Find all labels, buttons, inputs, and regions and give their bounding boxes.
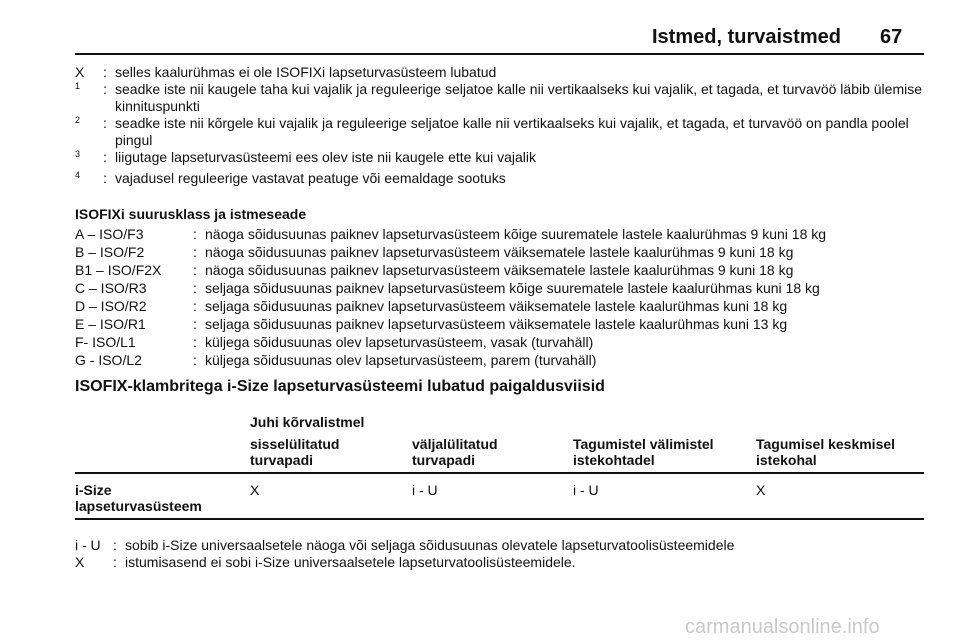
size-class-key: B1 – ISO/F2X — [75, 262, 162, 278]
size-class-key: A – ISO/F3 — [75, 226, 144, 242]
size-class-description: näoga sõidusuunas paiknev lapseturvasüsteem kõige suurematele lastele kaalurühmas 9 kuni 18 kg — [205, 226, 827, 242]
size-class-description: seljaga sõidusuunas paiknev lapseturvasüsteem väiksematele lastele kaalurühmas kuni 13 kg — [205, 316, 788, 332]
column-header-line: sisselülitatud — [250, 436, 340, 452]
legend-key: i - U — [75, 537, 101, 553]
separator-colon: : — [193, 262, 197, 278]
footnote-number: 4 — [75, 169, 81, 180]
separator-colon: : — [103, 149, 107, 165]
footnote-number: 3 — [75, 149, 81, 159]
table-column-header — [250, 436, 339, 468]
running-header-title: Istmed, turvaistmed — [652, 26, 841, 48]
size-class-key: D – ISO/R2 — [75, 298, 147, 314]
isofix-size-class-heading: ISOFIXi suurusklass ja istmeseade — [75, 206, 307, 222]
table-bottom-rule — [75, 518, 924, 520]
separator-colon: : — [193, 226, 197, 242]
page-number: 67 — [880, 26, 903, 48]
table-column-header — [756, 436, 895, 468]
column-header-line: turvapadi — [412, 452, 476, 468]
separator-colon: : — [113, 537, 117, 553]
size-class-description: seljaga sõidusuunas paiknev lapseturvasüsteem kõige suurematele lastele kaalurühmas kuni 18 kg — [205, 280, 820, 296]
column-header-line: Tagumisel keskmisel — [756, 436, 896, 452]
size-class-key: C – ISO/R3 — [75, 280, 147, 296]
size-class-description: küljega sõidusuunas olev lapseturvasüsteem, vasak (turvahäll) — [205, 334, 594, 350]
footnote-key: X — [75, 64, 85, 80]
row-header-line: i-Size — [75, 482, 112, 498]
footnote-key — [75, 149, 103, 170]
size-class-row — [75, 225, 935, 243]
footnote-text: seadke iste nii kaugele taha kui vajalik ja reguleerige seljatoe kalle nii vertikaalseks kui vajalik, et tagada, et turvavöö läbib ülemise kinnituspunkti — [115, 81, 923, 114]
separator-colon: : — [193, 316, 197, 332]
footnote-key — [75, 170, 103, 191]
separator-colon: : — [193, 244, 197, 260]
footnote-number: 2 — [75, 115, 81, 125]
separator-colon: : — [103, 169, 107, 186]
footnote-item — [75, 149, 935, 170]
footnote-text: selles kaalurühmas ei ole ISOFIXi lapseturvasüsteem lubatud — [115, 64, 497, 80]
legend-item — [75, 554, 935, 571]
footnote-list — [75, 64, 935, 190]
size-class-row — [75, 243, 935, 261]
footnote-text: liigutage lapseturvasüsteemi ees olev iste nii kaugele ette kui vajalik — [115, 149, 537, 165]
header-divider — [75, 53, 924, 55]
column-header-line: väljalülitatud — [412, 436, 498, 452]
separator-colon: : — [193, 298, 197, 314]
legend-text: istumisasend ei sobi i-Size universaalsetele lapseturvatoolisüsteemidele. — [125, 554, 576, 570]
size-class-list — [75, 225, 935, 369]
size-class-key: F- ISO/L1 — [75, 334, 136, 350]
footnote-item — [75, 170, 935, 191]
footnote-item — [75, 81, 935, 115]
table-cell: i - U — [412, 482, 438, 498]
table-column-header — [573, 436, 714, 468]
footnote-key — [75, 81, 103, 102]
isize-section-heading: ISOFIX-klambritega i-Size lapseturvasüsteemi lubatud paigaldusviisid — [75, 378, 605, 395]
size-class-key: E – ISO/R1 — [75, 316, 146, 332]
separator-colon: : — [103, 81, 107, 97]
table-cell: i - U — [573, 482, 599, 498]
legend-text: sobib i-Size universaalsetele näoga või seljaga sõidusuunas olevatele lapseturvatoolisüsteemidele — [125, 537, 735, 553]
table-legend — [75, 537, 935, 571]
table-row-header — [75, 482, 202, 514]
footnote-key — [75, 115, 103, 136]
size-class-description: seljaga sõidusuunas paiknev lapseturvasüsteem väiksematele lastele kaalurühmas kuni 18 kg — [205, 298, 788, 314]
size-class-row — [75, 279, 935, 297]
footnote-item — [75, 64, 935, 81]
legend-key: X — [75, 554, 85, 570]
size-class-description: näoga sõidusuunas paiknev lapseturvasüsteem väiksematele lastele kaalurühmas 9 kuni 18 kg — [205, 262, 794, 278]
footnote-text: seadke iste nii kõrgele kui vajalik ja reguleerige seljatoe kalle nii vertikaalseks kui vajalik, et tagada, et turvavöö on pandla poolel pingul — [115, 115, 909, 148]
size-class-row — [75, 315, 935, 333]
separator-colon: : — [113, 554, 117, 570]
separator-colon: : — [103, 64, 107, 80]
size-class-row — [75, 333, 935, 351]
table-cell: X — [756, 482, 766, 498]
size-class-key: G - ISO/L2 — [75, 352, 142, 368]
separator-colon: : — [103, 115, 107, 131]
size-class-row — [75, 297, 935, 315]
separator-colon: : — [193, 352, 197, 368]
column-header-line: Tagumistel välimistel — [573, 436, 714, 452]
footnote-number: 1 — [75, 81, 81, 91]
size-class-key: B – ISO/F2 — [75, 244, 145, 260]
table-cell: X — [250, 482, 260, 498]
watermark: carmanualsonline.info — [685, 616, 880, 638]
legend-item — [75, 537, 935, 554]
footnote-text: vajadusel reguleerige vastavat peatuge või eemaldage sootuks — [115, 169, 506, 186]
footnote-item — [75, 115, 935, 149]
table-group-header: Juhi kõrvalistmel — [250, 414, 365, 430]
column-header-line: istekohal — [756, 452, 817, 468]
size-class-description: küljega sõidusuunas olev lapseturvasüsteem, parem (turvahäll) — [205, 352, 597, 368]
size-class-description: näoga sõidusuunas paiknev lapseturvasüsteem väiksematele lastele kaalurühmas 9 kuni 18 kg — [205, 244, 794, 260]
row-header-line: lapseturvasüsteem — [75, 498, 202, 514]
size-class-row — [75, 351, 935, 369]
column-header-line: turvapadi — [250, 452, 314, 468]
column-header-line: istekohtadel — [573, 452, 655, 468]
table-column-header — [412, 436, 498, 468]
table-header-rule — [75, 472, 924, 474]
separator-colon: : — [193, 334, 197, 350]
size-class-row — [75, 261, 935, 279]
separator-colon: : — [193, 280, 197, 296]
